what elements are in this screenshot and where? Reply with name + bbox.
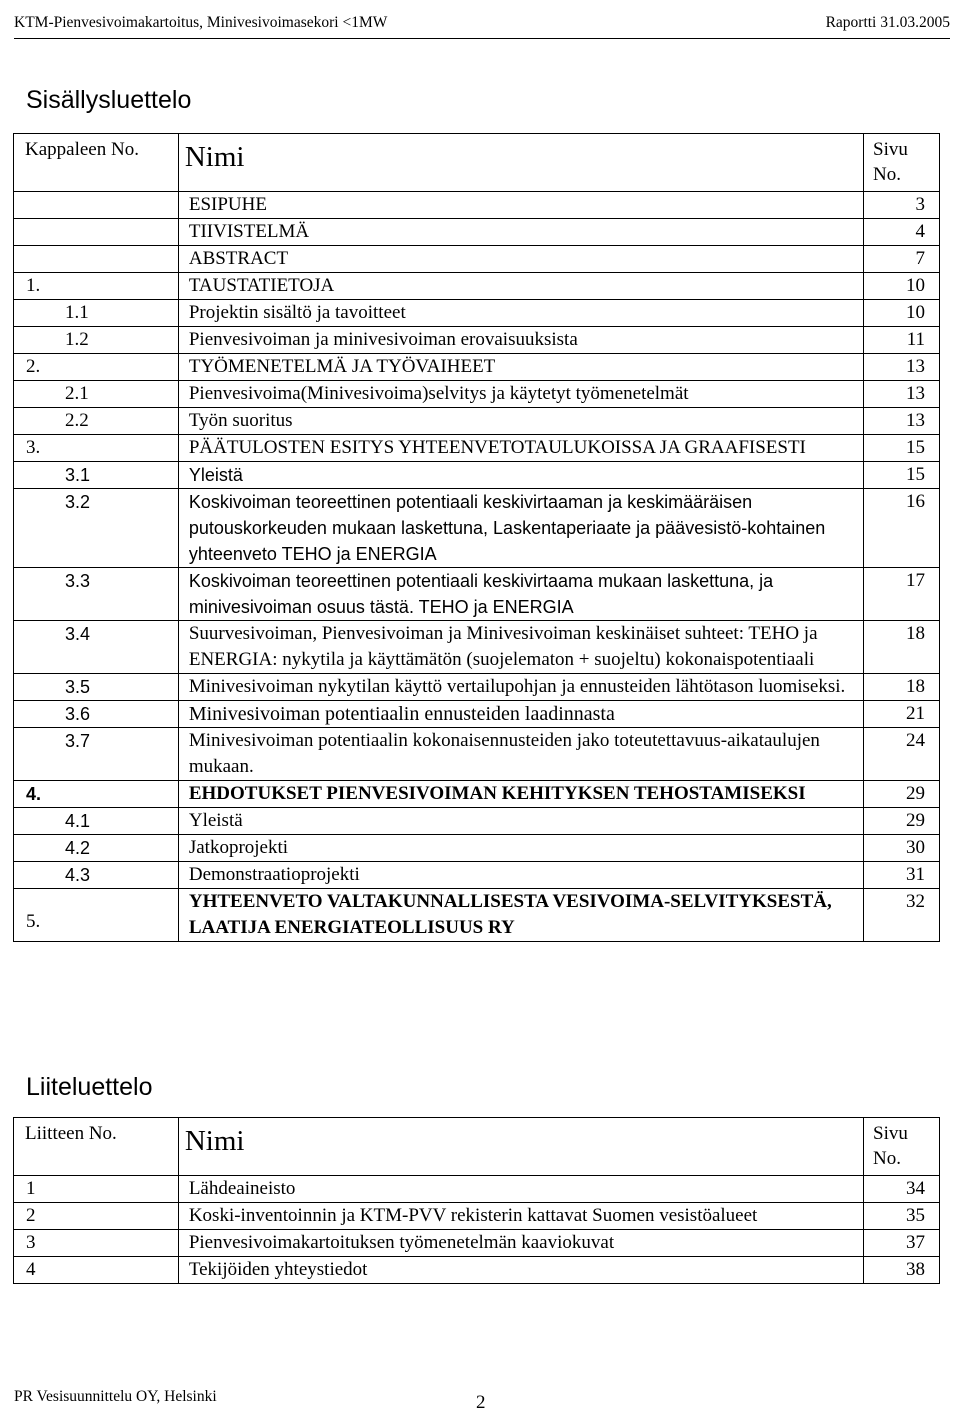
appendix-entry-title: Pienvesivoimakartoituksen työmenetelmän kaaviokuvat [178,1230,863,1257]
toc-table [13,133,940,942]
toc-title: Sisällysluettelo [26,86,192,114]
appendix-row [14,1176,940,1203]
toc-entry-title: PÄÄTULOSTEN ESITYS YHTEENVETOTAULUKOISSA JA GRAAFISESTI [178,435,863,462]
toc-entry-title: TIIVISTELMÄ [178,219,863,246]
toc-page-number: 21 [864,701,940,728]
toc-row [14,273,940,300]
toc-row [14,219,940,246]
toc-entry-title: Yleistä [178,808,863,835]
toc-page-number: 10 [864,273,940,300]
footer-page-number: 2 [476,1392,486,1413]
toc-row [14,728,940,781]
toc-section-number: 3. [14,435,179,462]
toc-entry-title: TAUSTATIETOJA [178,273,863,300]
appendix-header-row [14,1118,940,1176]
toc-row [14,381,940,408]
toc-section-number: 4. [14,781,179,808]
toc-page-number: 29 [864,808,940,835]
toc-row [14,300,940,327]
toc-entry-title: ESIPUHE [178,192,863,219]
toc-entry-title: YHTEENVETO VALTAKUNNALLISESTA VESIVOIMA-SELVITYKSESTÄ, LAATIJA ENERGIATEOLLISUUS RY [178,889,863,942]
appendix-row [14,1230,940,1257]
header-document-title: KTM-Pienvesivoimakartoitus, Minivesivoimasekori <1MW [14,14,388,31]
toc-section-number: 2. [14,354,179,381]
toc-section-number: 1.2 [14,327,179,354]
toc-page-number: 7 [864,246,940,273]
toc-page-number: 32 [864,889,940,942]
toc-section-number: 3.7 [14,728,179,781]
toc-section-number: 1.1 [14,300,179,327]
toc-page-number: 15 [864,435,940,462]
toc-section-number: 3.4 [14,621,179,674]
toc-page-number: 10 [864,300,940,327]
toc-section-number [14,192,179,219]
toc-entry-title: Pienvesivoima(Minivesivoima)selvitys ja käytetyt työmenetelmät [178,381,863,408]
toc-row [14,192,940,219]
toc-page-number: 3 [864,192,940,219]
appendix-row [14,1257,940,1284]
appendix-row [14,1203,940,1230]
toc-entry-title: Projektin sisältö ja tavoitteet [178,300,863,327]
toc-entry-title: Minivesivoiman potentiaalin kokonaisennusteiden jako toteutettavuus-aikataulujen mukaan. [178,728,863,781]
toc-section-number: 3.2 [14,489,179,568]
toc-row [14,462,940,489]
toc-entry-title: Suurvesivoiman, Pienvesivoiman ja Minivesivoiman keskinäiset suhteet: TEHO ja ENERGIA: nykytila ja käyttämätön (suojelematon + suojeltu) kokonaispotentiaali [178,621,863,674]
toc-page-number: 15 [864,462,940,489]
toc-row [14,781,940,808]
toc-row [14,862,940,889]
toc-entry-title: Jatkoprojekti [178,835,863,862]
toc-col-page: Sivu No. [864,134,940,192]
toc-page-number: 29 [864,781,940,808]
appendix-number: 4 [14,1257,179,1284]
toc-entry-title: Pienvesivoiman ja minivesivoiman erovaisuuksista [178,327,863,354]
toc-entry-title: Demonstraatioprojekti [178,862,863,889]
toc-page-number: 24 [864,728,940,781]
toc-page-number: 31 [864,862,940,889]
toc-row [14,246,940,273]
toc-entry-title: Työn suoritus [178,408,863,435]
toc-row [14,808,940,835]
appendix-table [13,1117,940,1284]
toc-section-number: 5. [14,889,179,942]
appendix-number: 2 [14,1203,179,1230]
toc-entry-title: Minivesivoiman potentiaalin ennusteiden laadinnasta [178,701,863,728]
appendix-page-number: 35 [864,1203,940,1230]
toc-section-number: 2.1 [14,381,179,408]
toc-section-number: 1. [14,273,179,300]
toc-section-number: 3.6 [14,701,179,728]
toc-row [14,354,940,381]
toc-entry-title: Yleistä [178,462,863,489]
toc-page-number: 16 [864,489,940,568]
toc-page-number: 11 [864,327,940,354]
toc-row [14,327,940,354]
toc-page-number: 13 [864,354,940,381]
appendix-entry-title: Koski-inventoinnin ja KTM-PVV rekisterin kattavat Suomen vesistöalueet [178,1203,863,1230]
toc-row [14,489,940,568]
page-header [14,14,950,39]
toc-page-number: 30 [864,835,940,862]
toc-section-number: 4.3 [14,862,179,889]
toc-row [14,568,940,621]
appendix-number: 3 [14,1230,179,1257]
toc-section-number: 3.5 [14,674,179,701]
toc-section-number [14,219,179,246]
appendix-col-page: Sivu No. [864,1118,940,1176]
toc-page-number: 17 [864,568,940,621]
toc-row [14,701,940,728]
toc-row [14,835,940,862]
header-report-date: Raportti 31.03.2005 [825,14,950,31]
toc-entry-title: TYÖMENETELMÄ JA TYÖVAIHEET [178,354,863,381]
toc-col-section: Kappaleen No. [14,134,179,192]
toc-row [14,408,940,435]
toc-page-number: 13 [864,381,940,408]
toc-page-number: 4 [864,219,940,246]
toc-col-name: Nimi [178,134,863,192]
toc-section-number: 3.3 [14,568,179,621]
toc-page-number: 18 [864,621,940,674]
toc-row [14,674,940,701]
toc-entry-title: Koskivoiman teoreettinen potentiaali keskivirtaama mukaan laskettuna, ja minivesivoiman osuus tästä. TEHO ja ENERGIA [178,568,863,621]
appendix-entry-title: Tekijöiden yhteystiedot [178,1257,863,1284]
toc-row [14,889,940,942]
appendix-number: 1 [14,1176,179,1203]
appendix-col-name: Nimi [178,1118,863,1176]
toc-page-number: 13 [864,408,940,435]
toc-section-number: 4.1 [14,808,179,835]
appendix-page-number: 38 [864,1257,940,1284]
appendix-title: Liiteluettelo [26,1073,153,1101]
toc-header-row [14,134,940,192]
toc-row [14,621,940,674]
toc-section-number: 4.2 [14,835,179,862]
toc-entry-title: ABSTRACT [178,246,863,273]
appendix-page-number: 37 [864,1230,940,1257]
toc-entry-title: Minivesivoiman nykytilan käyttö vertailupohjan ja ennusteiden lähtötason luomiseksi. [178,674,863,701]
toc-section-number [14,246,179,273]
toc-entry-title: Koskivoiman teoreettinen potentiaali keskivirtaaman ja keskimääräisen putouskorkeuden mukaan laskettuna, Laskentaperiaate ja päävesistö-kohtainen yhteenveto TEHO ja ENERGIA [178,489,863,568]
footer-company: PR Vesisuunnittelu OY, Helsinki [14,1388,217,1405]
toc-section-number: 2.2 [14,408,179,435]
toc-section-number: 3.1 [14,462,179,489]
toc-page-number: 18 [864,674,940,701]
toc-row [14,435,940,462]
toc-entry-title: EHDOTUKSET PIENVESIVOIMAN KEHITYKSEN TEHOSTAMISEKSI [178,781,863,808]
appendix-entry-title: Lähdeaineisto [178,1176,863,1203]
appendix-col-number: Liitteen No. [14,1118,179,1176]
appendix-page-number: 34 [864,1176,940,1203]
